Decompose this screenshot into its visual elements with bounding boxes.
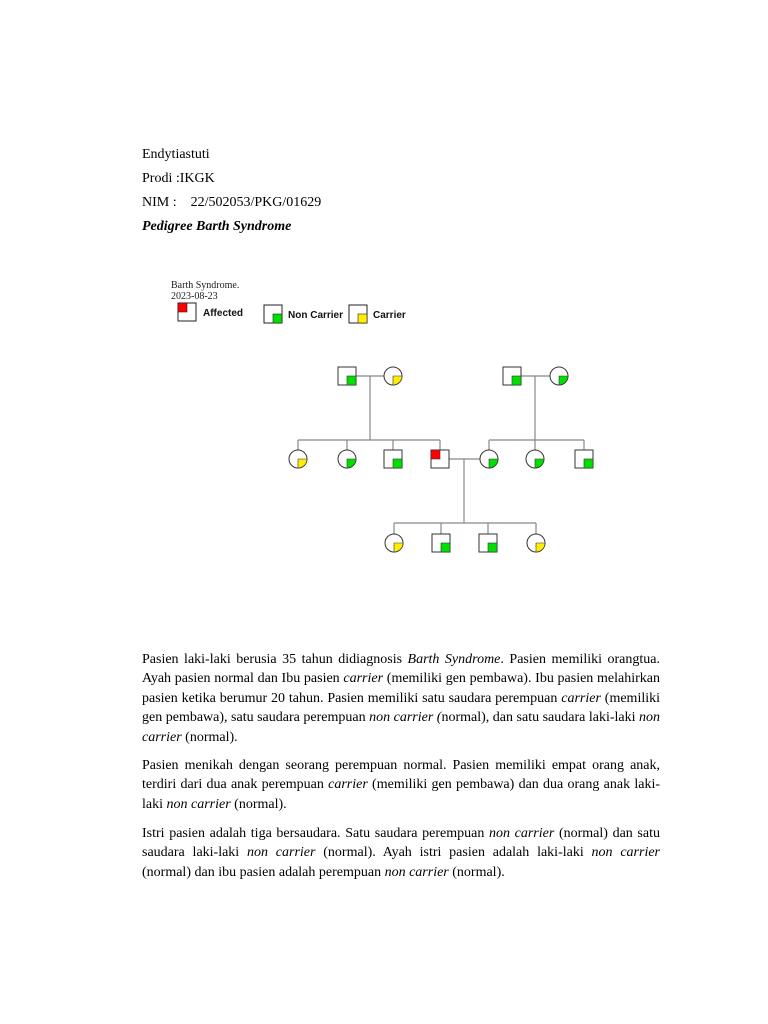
status-fill [393, 459, 402, 468]
legend-fill [273, 314, 282, 323]
pedigree-wife-brother [575, 450, 593, 468]
pedigree-patient-father [338, 367, 356, 385]
pedigree-wife-sister [526, 450, 544, 468]
pedigree-wife-father [503, 367, 521, 385]
text-run: (normal). Ayah istri pasien adalah laki-laki [315, 845, 592, 861]
pedigree-son-1 [432, 534, 450, 552]
italic-text-run: carrier [328, 777, 368, 793]
legend-fill [358, 314, 367, 323]
italic-text-run: Barth Syndrome [407, 652, 501, 667]
text-run: . Pasien memiliki orangtua. Ayah pasien normal dan Ibu pasien [142, 652, 660, 687]
status-fill [512, 376, 521, 385]
text-run: (normal). [181, 729, 238, 745]
text-run: (normal) dan satu saudara laki-laki [142, 826, 660, 861]
legend-item-carrier [349, 305, 406, 323]
author-name: Endytiastuti [142, 147, 210, 162]
paragraph-marriage-children [142, 756, 660, 814]
status-fill [347, 376, 356, 385]
status-fill [536, 543, 545, 552]
status-fill [559, 376, 568, 385]
italic-text-run: non carrier [166, 796, 231, 812]
pedigree-son-2 [479, 534, 497, 552]
pedigree-date: 2023-08-23 [171, 291, 218, 302]
text-run: Istri pasien adalah tiga bersaudara. Satu saudara perempuan [142, 826, 489, 841]
text-run: Pasien menikah dengan seorang perempuan normal. Pasien memiliki empat orang anak, terdiri dari dua anak perempuan [142, 758, 660, 793]
italic-text-run: carrier [343, 671, 384, 687]
text-run: (normal). [448, 864, 505, 880]
pedigree-patient-mother [384, 367, 402, 385]
italic-text-run: non carrier [369, 710, 434, 726]
legend-label: Carrier [373, 310, 406, 321]
pedigree-wife [480, 450, 498, 468]
legend-fill [178, 303, 187, 312]
paragraph-wife-family [142, 824, 660, 882]
status-fill [431, 450, 440, 459]
study-program: Prodi :IKGK [142, 171, 215, 186]
legend-label: Affected [203, 308, 244, 319]
document-title: Pedigree Barth Syndrome [142, 219, 292, 234]
italic-text-run: non carrier [384, 864, 449, 880]
status-fill [535, 459, 544, 468]
pedigree-patient-sister-1 [289, 450, 307, 468]
italic-text-run: non carrier [488, 826, 555, 841]
status-fill [394, 543, 403, 552]
status-fill [441, 543, 450, 552]
status-fill [488, 543, 497, 552]
status-fill [298, 459, 307, 468]
text-run: (memiliki gen pembawa), satu saudara perempuan [142, 690, 660, 726]
legend-item-affected [178, 303, 243, 321]
italic-text-run: carrier [561, 690, 601, 706]
legend-label: Non Carrier [288, 310, 344, 321]
status-fill [489, 459, 498, 468]
text-run: (memiliki gen pembawa). Ibu pasien melahirkan pasien ketika berumur 20 tahun. Pasien memiliki satu saudara perempuan [142, 671, 660, 706]
text-run: (normal) dan ibu pasien adalah perempuan [142, 864, 385, 880]
status-fill [393, 376, 402, 385]
student-id: NIM : 22/502053/PKG/01629 [142, 195, 322, 210]
status-fill [584, 459, 593, 468]
legend-item-noncarrier [264, 305, 343, 323]
text-run: (memiliki gen pembawa) dan dua orang anak laki-laki [142, 777, 661, 812]
italic-text-run: non carrier [247, 845, 316, 861]
pedigree-title: Barth Syndrome. [171, 280, 240, 291]
status-fill [347, 459, 356, 468]
italic-text-run: non carrier [591, 845, 660, 861]
pedigree-daughter-1 [385, 534, 403, 552]
pedigree-patient [431, 450, 449, 468]
italic-text-run: ( [436, 710, 442, 726]
pedigree-wife-mother [550, 367, 568, 385]
text-run: normal), dan satu saudara laki-laki [441, 710, 640, 726]
pedigree-daughter-2 [527, 534, 545, 552]
pedigree-patient-brother [384, 450, 402, 468]
text-run: Pasien laki-laki berusia 35 tahun didiagnosis [142, 652, 408, 667]
text-run: (normal). [230, 796, 287, 812]
italic-text-run: non carrier [142, 710, 661, 745]
pedigree-legend [178, 303, 406, 323]
paragraph-patient [142, 650, 660, 747]
pedigree-patient-sister-2 [338, 450, 356, 468]
